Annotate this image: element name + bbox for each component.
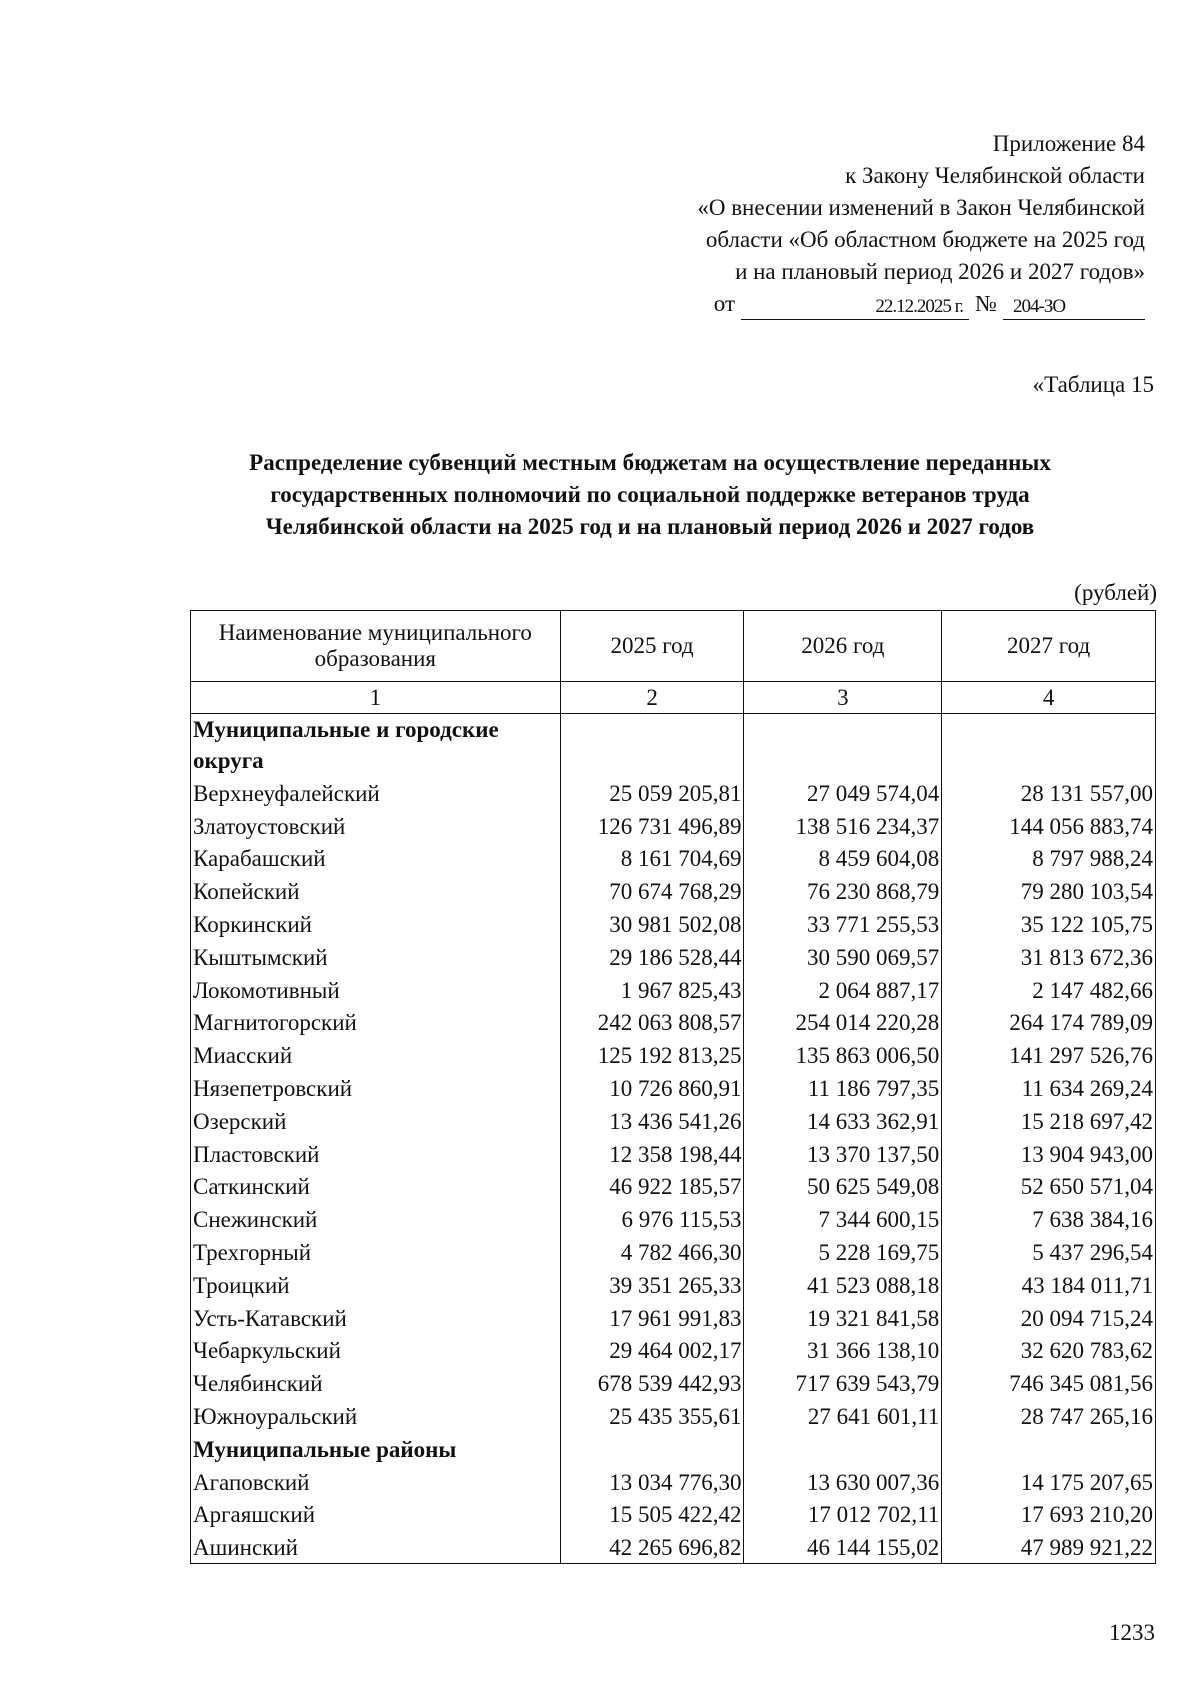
value-2027: 2 147 482,66 (942, 973, 1156, 1006)
value-2025: 6 976 115,53 (560, 1202, 744, 1235)
column-header-2027: 2027 год (942, 611, 1156, 682)
from-label: от (713, 291, 736, 316)
value-2026: 17 012 702,11 (744, 1498, 942, 1531)
value-2027: 15 218 697,42 (942, 1104, 1156, 1137)
column-number-1: 1 (191, 682, 561, 714)
law-title-line-1: «О внесении изменений в Закон Челябинской (697, 195, 1145, 220)
column-number-2: 2 (560, 682, 744, 714)
value-2025: 242 063 808,57 (560, 1006, 744, 1039)
value-2027: 141 297 526,76 (942, 1038, 1156, 1071)
title-line-3: Челябинской области на 2025 год и на плановый период 2026 и 2027 годов (265, 514, 1035, 539)
empty-cell (744, 1432, 942, 1465)
value-2025: 42 265 696,82 (560, 1530, 744, 1563)
municipality-name: Снежинский (191, 1202, 561, 1235)
value-2026: 30 590 069,57 (744, 940, 942, 973)
value-2026: 13 630 007,36 (744, 1465, 942, 1498)
column-number-4: 4 (942, 682, 1156, 714)
value-2027: 17 693 210,20 (942, 1498, 1156, 1531)
table-row (191, 874, 1156, 907)
municipality-name: Златоустовский (191, 809, 561, 842)
empty-cell (744, 714, 942, 777)
value-2025: 125 192 813,25 (560, 1038, 744, 1071)
value-2025: 15 505 422,42 (560, 1498, 744, 1531)
value-2026: 2 064 887,17 (744, 973, 942, 1006)
value-2026: 717 639 543,79 (744, 1366, 942, 1399)
value-2026: 27 641 601,11 (744, 1399, 942, 1432)
municipality-name: Саткинский (191, 1170, 561, 1203)
value-2027: 28 747 265,16 (942, 1399, 1156, 1432)
municipality-name: Карабашский (191, 842, 561, 875)
value-2025: 678 539 442,93 (560, 1366, 744, 1399)
title-line-2: государственных полномочий по социальной поддержке ветеранов труда (270, 482, 1030, 507)
municipality-name: Копейский (191, 874, 561, 907)
municipality-name: Троицкий (191, 1268, 561, 1301)
value-2027: 746 345 081,56 (942, 1366, 1156, 1399)
value-2027: 144 056 883,74 (942, 809, 1156, 842)
municipality-name: Челябинский (191, 1366, 561, 1399)
table-row (191, 1202, 1156, 1235)
value-2025: 13 436 541,26 (560, 1104, 744, 1137)
value-2027: 31 813 672,36 (942, 940, 1156, 973)
table-body (191, 714, 1156, 1564)
table-row (191, 1366, 1156, 1399)
value-2026: 50 625 549,08 (744, 1170, 942, 1203)
value-2025: 1 967 825,43 (560, 973, 744, 1006)
table-row (191, 1071, 1156, 1104)
table-row (191, 1104, 1156, 1137)
table-row (191, 1038, 1156, 1071)
law-number: 204-ЗО (1003, 295, 1145, 320)
section-title: Муниципальные и городские округа (191, 714, 561, 777)
municipality-name: Кыштымский (191, 940, 561, 973)
municipality-name: Верхнеуфалейский (191, 776, 561, 809)
value-2027: 13 904 943,00 (942, 1137, 1156, 1170)
value-2025: 25 059 205,81 (560, 776, 744, 809)
law-title-line-3: и на плановый период 2026 и 2027 годов» (735, 259, 1145, 284)
section-row (191, 1432, 1156, 1465)
value-2027: 79 280 103,54 (942, 874, 1156, 907)
law-reference: к Закону Челябинской области (845, 163, 1145, 188)
page-number: 1233 (1109, 1620, 1155, 1645)
table-row (191, 1301, 1156, 1334)
table-row (191, 1399, 1156, 1432)
empty-cell (942, 714, 1156, 777)
table-row (191, 1530, 1156, 1563)
title-line-1: Распределение субвенций местным бюджетам на осуществление переданных (249, 450, 1051, 475)
value-2025: 13 034 776,30 (560, 1465, 744, 1498)
municipality-name: Локомотивный (191, 973, 561, 1006)
empty-cell (560, 714, 744, 777)
value-2026: 19 321 841,58 (744, 1301, 942, 1334)
value-2025: 39 351 265,33 (560, 1268, 744, 1301)
value-2027: 47 989 921,22 (942, 1530, 1156, 1563)
table-row (191, 973, 1156, 1006)
table-row (191, 1268, 1156, 1301)
value-2027: 7 638 384,16 (942, 1202, 1156, 1235)
value-2025: 30 981 502,08 (560, 907, 744, 940)
law-date: 22.12.2025 г. (741, 295, 969, 320)
municipality-name: Аргаяшский (191, 1498, 561, 1531)
value-2027: 8 797 988,24 (942, 842, 1156, 875)
table-row (191, 1137, 1156, 1170)
value-2025: 25 435 355,61 (560, 1399, 744, 1432)
appendix-header (697, 128, 1145, 320)
municipality-name: Трехгорный (191, 1235, 561, 1268)
empty-cell (942, 1432, 1156, 1465)
municipality-name: Пластовский (191, 1137, 561, 1170)
appendix-number: Приложение 84 (992, 131, 1145, 156)
value-2026: 13 370 137,50 (744, 1137, 942, 1170)
value-2025: 70 674 768,29 (560, 874, 744, 907)
municipality-name: Магнитогорский (191, 1006, 561, 1039)
empty-cell (560, 1432, 744, 1465)
law-date-number-row (697, 288, 1145, 320)
value-2026: 11 186 797,35 (744, 1071, 942, 1104)
value-2026: 7 344 600,15 (744, 1202, 942, 1235)
table-row (191, 1498, 1156, 1531)
section-row (191, 714, 1156, 777)
value-2025: 29 186 528,44 (560, 940, 744, 973)
value-2026: 254 014 220,28 (744, 1006, 942, 1039)
value-2026: 5 228 169,75 (744, 1235, 942, 1268)
municipality-name: Чебаркульский (191, 1334, 561, 1367)
value-2027: 5 437 296,54 (942, 1235, 1156, 1268)
municipality-name: Нязепетровский (191, 1071, 561, 1104)
table-row (191, 809, 1156, 842)
value-2026: 135 863 006,50 (744, 1038, 942, 1071)
value-2026: 46 144 155,02 (744, 1530, 942, 1563)
municipality-name: Озерский (191, 1104, 561, 1137)
table-row (191, 1170, 1156, 1203)
value-2026: 8 459 604,08 (744, 842, 942, 875)
value-2027: 264 174 789,09 (942, 1006, 1156, 1039)
column-header-2026: 2026 год (744, 611, 942, 682)
document-title (150, 447, 1150, 543)
value-2026: 33 771 255,53 (744, 907, 942, 940)
value-2026: 76 230 868,79 (744, 874, 942, 907)
municipality-name: Агаповский (191, 1465, 561, 1498)
number-label: № (975, 291, 997, 316)
value-2025: 12 358 198,44 (560, 1137, 744, 1170)
column-number-3: 3 (744, 682, 942, 714)
municipality-name: Коркинский (191, 907, 561, 940)
value-2025: 126 731 496,89 (560, 809, 744, 842)
table-row (191, 940, 1156, 973)
value-2025: 17 961 991,83 (560, 1301, 744, 1334)
value-2026: 138 516 234,37 (744, 809, 942, 842)
value-2025: 4 782 466,30 (560, 1235, 744, 1268)
units-label: (рублей) (1074, 580, 1157, 605)
value-2027: 35 122 105,75 (942, 907, 1156, 940)
value-2025: 10 726 860,91 (560, 1071, 744, 1104)
value-2027: 52 650 571,04 (942, 1170, 1156, 1203)
table-row (191, 1235, 1156, 1268)
value-2025: 46 922 185,57 (560, 1170, 744, 1203)
value-2027: 11 634 269,24 (942, 1071, 1156, 1104)
municipality-name: Ашинский (191, 1530, 561, 1563)
subvention-table (190, 610, 1156, 1564)
value-2026: 31 366 138,10 (744, 1334, 942, 1367)
law-title-line-2: области «Об областном бюджете на 2025 год (705, 227, 1145, 252)
table-label: «Таблица 15 (1032, 372, 1154, 397)
value-2027: 32 620 783,62 (942, 1334, 1156, 1367)
value-2027: 14 175 207,65 (942, 1465, 1156, 1498)
value-2026: 27 049 574,04 (744, 776, 942, 809)
value-2027: 20 094 715,24 (942, 1301, 1156, 1334)
table-row (191, 842, 1156, 875)
value-2027: 28 131 557,00 (942, 776, 1156, 809)
table-row (191, 1334, 1156, 1367)
value-2027: 43 184 011,71 (942, 1268, 1156, 1301)
column-header-2025: 2025 год (560, 611, 744, 682)
section-title: Муниципальные районы (191, 1432, 561, 1465)
municipality-name: Южноуральский (191, 1399, 561, 1432)
table-row (191, 1465, 1156, 1498)
value-2026: 41 523 088,18 (744, 1268, 942, 1301)
municipality-name: Усть-Катавский (191, 1301, 561, 1334)
column-header-name: Наименование муниципального образования (191, 611, 561, 682)
value-2025: 8 161 704,69 (560, 842, 744, 875)
value-2025: 29 464 002,17 (560, 1334, 744, 1367)
table-row (191, 776, 1156, 809)
table-row (191, 907, 1156, 940)
value-2026: 14 633 362,91 (744, 1104, 942, 1137)
table-row (191, 1006, 1156, 1039)
municipality-name: Миасский (191, 1038, 561, 1071)
